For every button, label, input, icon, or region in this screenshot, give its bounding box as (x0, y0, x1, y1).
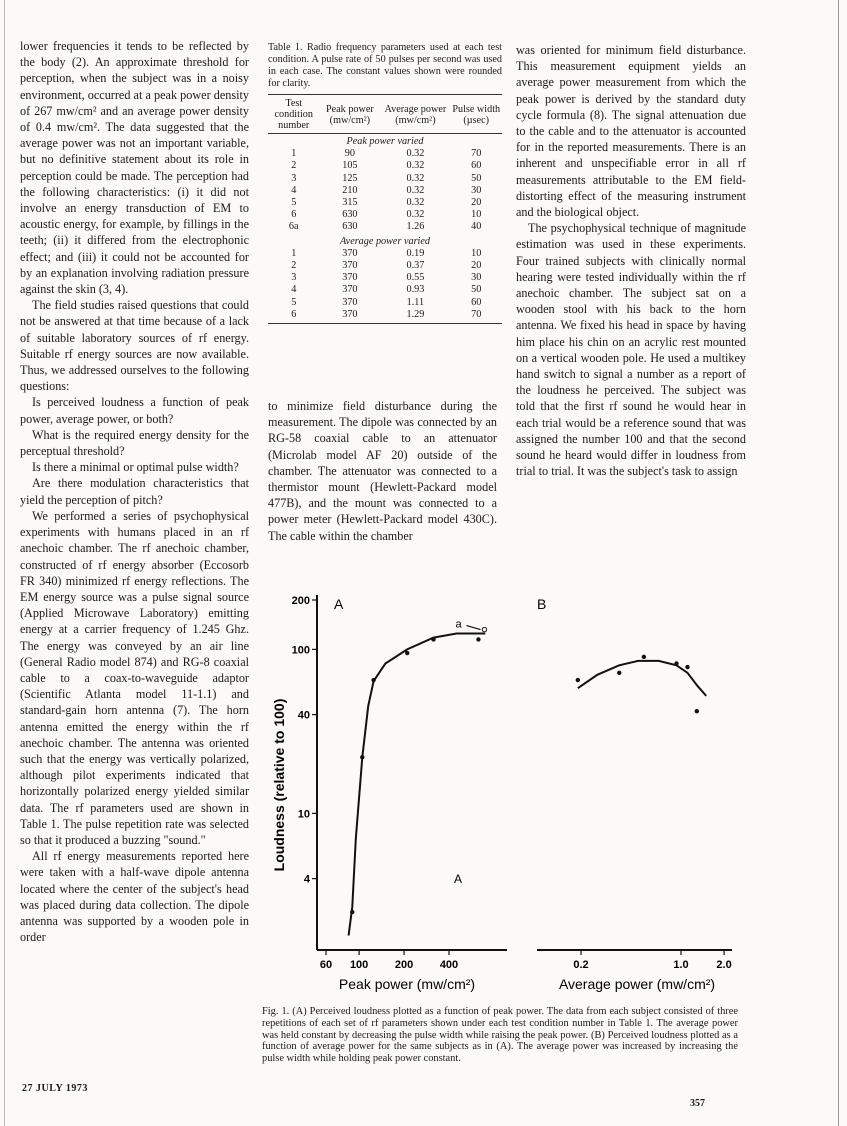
paragraph: to minimize field disturbance during the measurement. The dipole was connected by an RG-58 coaxial cable to an attenuator (Microlab model AF 20) outside of the chamber. The attenuator was connected to a thermistor mount (Hewlett-Packard model 477B), and the mount was connected to a power meter (Hewlett-Packard model 430C). The cable within the chamber (268, 399, 497, 543)
point-a-label: a (455, 618, 462, 631)
paragraph: lower frequencies it tends to be reflected by the body (2). An approximate threshold for perception, when the subject was in a noisy environment, occurred at a peak power density of 267 mw/cm² and an average power density of 0.4 mw/cm². The data suggested that the average power was not an important variable, but no definitive statement about its role in perception could be made. The perception had the following characteristics: (i) it did not involve an energy transduction of EM to acoustic energy, for example, by fillings in the teeth; (ii) it differed from the electrophonic effect; and (iii) it could not be accounted for by an explanation involving radiation pressure against the skin (3, 4). (20, 39, 249, 297)
paragraph: The field studies raised questions that could not be answered at that time because of a lack of suitable laboratory sources of rf energy. Suitable rf energy sources are now available. Thus, we addressed ourselves to the following questions: (20, 298, 249, 394)
table-header-cell: Peak power (mw/cm²) (319, 95, 380, 134)
table-cell: 6a (288, 221, 299, 233)
table-cell: 315 (342, 197, 358, 209)
table-cell: 5 (291, 197, 297, 209)
table-row (268, 272, 502, 284)
figure-caption: Fig. 1. (A) Perceived loudness plotted as a function of peak power. The data from each subject consisted of three repetitions of each set of rf parameters shown under each test condition number in Table 1. The average power was held constant by decreasing the pulse width while raising the peak power. (B) Perceived loudness plotted as a function of average power for the same subjects as in (A). The average power was increased by increasing the pulse width while holding peak power constant. (262, 1006, 738, 1065)
table-row (268, 173, 502, 185)
figure-panel-a (292, 595, 507, 992)
table-cell: 1.29 (380, 309, 450, 324)
table-body (268, 134, 502, 324)
y-tick-label: 100 (291, 644, 310, 657)
footer-date: 27 JULY 1973 (22, 1083, 88, 1094)
table-row (268, 309, 502, 324)
table-cell: 60 (471, 160, 482, 172)
data-point-a (405, 651, 409, 655)
data-point-b (576, 678, 580, 682)
paragraph: What is the required energy density for the perceptual threshold? (20, 427, 249, 459)
paragraph: All rf energy measurements reported here were taken with a half-wave dipole antenna located where the center of the subject's head was placed during data collection. The dipole antenna was supported by a wooden pole in order (20, 849, 249, 945)
table-cell: 4 (291, 284, 297, 296)
data-point-a (360, 755, 364, 759)
table-cell: 20 (471, 260, 482, 272)
table-header-row (268, 95, 502, 134)
table-cell: 6 (268, 309, 319, 324)
text-column-2 (268, 398, 497, 544)
table-cell: 3 (291, 272, 297, 284)
table-header-cell: Test condition number (268, 95, 319, 134)
paragraph: was oriented for minimum field disturbance. This measurement equipment yields an average power measurement from which the peak power is derived by the standard duty cycle formula (8). The signal attenuation due to the cable and to the attenuator is accounted for in the reported measurements. There is an inherent and unspecifiable error in all rf measurements attributable to the EM field-distorting effect of the measuring instrument and the biological object. (516, 43, 746, 220)
table-row (268, 284, 502, 296)
table-cell: 50 (471, 284, 482, 296)
table-cell: 630 (342, 221, 358, 233)
data-point-b (695, 709, 699, 713)
panel-label-b: B (537, 596, 547, 612)
table-cell: 1.26 (406, 221, 425, 233)
parameter-table (268, 94, 502, 324)
text-column-3 (516, 42, 746, 479)
page-number: 357 (690, 1098, 705, 1109)
page-border-right (838, 0, 839, 1126)
table-cell: 0.32 (406, 209, 425, 221)
table-cell: 4 (291, 184, 297, 196)
table-cell: 70 (471, 148, 482, 160)
table-cell: 3 (291, 172, 297, 184)
x-tick-label-b: 2.0 (716, 959, 732, 971)
table-row (268, 248, 502, 260)
data-point-b (617, 671, 621, 675)
data-point-b (685, 665, 689, 669)
table-group-row (268, 134, 502, 149)
table-cell: 0.32 (406, 148, 425, 160)
table-cell: 2 (291, 160, 297, 172)
text-column-1 (20, 38, 249, 945)
table-group-label: Peak power varied (346, 136, 424, 147)
table-row (268, 209, 502, 221)
table-group-label: Average power varied (340, 235, 430, 247)
table-cell: 370 (342, 260, 358, 272)
table-cell: 90 (344, 148, 355, 160)
panel-label-a: A (334, 596, 344, 612)
table-cell: 60 (471, 296, 482, 308)
paragraph: Is there a minimal or optimal pulse width? (32, 460, 239, 475)
table-row (268, 185, 502, 197)
data-point-a (431, 637, 435, 641)
x-tick-label-a: 60 (319, 959, 333, 971)
table-cell: 370 (342, 284, 358, 296)
paragraph: Is perceived loudness a function of peak power, average power, or both? (20, 395, 249, 426)
table-row (268, 260, 502, 272)
table-cell: 5 (291, 296, 297, 308)
paragraph: We performed a series of psychophysical experiments with humans placed in an rf anechoic chamber. The rf anechoic chamber, constructed of rf energy absorber (Eccosorb FR 340) minimized rf energy reflections. The EM energy source was a pulse signal source (Applied Microwave Laboratory) emitting energy at a carrier frequency of 1.245 Ghz. The energy was conveyed by an air line (General Radio model 874) and RG-8 coaxial cable to a coax-to-waveguide adaptor (Scientific Atlanta model 11-1.1) and standard-gain horn antenna (7). The horn antenna emitted the energy within the rf anechoic chamber. The antenna was oriented such that the energy was vertically polarized, although pilot experiments indicated that horizontally polarized energy yielded similar data. The rf parameters used are shown in Table 1. The pulse repetition rate was selected so that it produced a buzzing "sound." (20, 508, 249, 847)
table-row (268, 197, 502, 209)
table-header-cell: Average power (mw/cm²) (380, 95, 450, 134)
table-group-row (268, 234, 502, 248)
table-cell: 20 (471, 197, 482, 209)
table-row (268, 160, 502, 172)
table-cell: 70 (450, 309, 502, 324)
table-cell: 1 (291, 247, 297, 259)
table-cell: 30 (471, 272, 482, 284)
table-cell: 0.19 (406, 247, 425, 259)
x-axis-label-b: Average power (mw/cm²) (558, 976, 716, 992)
table-cell: 1 (291, 148, 297, 160)
data-point-a (371, 678, 375, 682)
table-cell: 50 (471, 172, 482, 184)
data-point-a-open (482, 627, 486, 631)
table-cell: 0.32 (406, 184, 425, 196)
point-a-pointer (466, 626, 480, 630)
data-point-a (350, 910, 354, 914)
table-cell: 10 (471, 247, 482, 259)
table-cell: 370 (342, 247, 358, 259)
table-caption: Table 1. Radio frequency parameters used at each test condition. A pulse rate of 50 pulses per second was used in each case. The constant values shown were rounded for clarity. (268, 42, 502, 89)
x-tick-label-a: 100 (349, 959, 369, 971)
table-cell: 0.93 (406, 284, 425, 296)
table-1 (268, 42, 502, 324)
table-cell: 10 (471, 209, 482, 221)
y-tick-label: 40 (297, 709, 310, 722)
table-cell: 370 (319, 309, 380, 324)
paragraph: The psychophysical technique of magnitude estimation was used in these experiments. Four trained subjects with clinically normal hearing were tested individually within the rf anechoic chamber. The subject sat on a wooden stool with his back to the horn antenna. We fixed his head in space by having him place his chin on an acrylic rest mounted on a vertical wooden pole. He used a multikey hand switch to signal a number as a report of the loudness he perceived. The subject was told that the first rf sound he would hear in each trial would be a reference sound that was assigned the number 100 and that the second sound he heard would differ in loudness from trial to trial. It was the subject's task to assign (516, 221, 746, 479)
y-tick-label: 200 (291, 595, 310, 607)
table-cell: 370 (342, 272, 358, 284)
paragraph: Are there modulation characteristics that yield the perception of pitch? (20, 476, 249, 507)
table-header-cell: Pulse width (µsec) (450, 95, 502, 134)
y-axis-label: Loudness (relative to 100) (271, 698, 287, 872)
y-tick-label: 4 (303, 873, 310, 886)
figure-panel-b (537, 596, 732, 992)
table-cell: 2 (291, 260, 297, 272)
y-tick-label: 10 (297, 808, 310, 821)
table-cell: 30 (471, 184, 482, 196)
table-cell: 0.37 (406, 260, 425, 272)
table-cell: 125 (342, 172, 358, 184)
x-tick-label-b: 1.0 (673, 959, 689, 971)
table-row (268, 148, 502, 160)
table-cell: 370 (342, 296, 358, 308)
data-point-b (674, 661, 678, 665)
inner-label-a: A (454, 872, 463, 886)
table-row (268, 297, 502, 309)
x-axis-label-a: Peak power (mw/cm²) (338, 976, 476, 992)
x-tick-label-a: 200 (394, 959, 414, 971)
table-cell: 40 (471, 221, 482, 233)
page-border-left (4, 0, 5, 1126)
table-cell: 1.11 (406, 296, 425, 308)
data-point-b (642, 655, 646, 659)
table-cell: 0.32 (406, 197, 425, 209)
table-cell: 630 (342, 209, 358, 221)
table-cell: 210 (342, 184, 358, 196)
table-cell: 105 (342, 160, 358, 172)
table-cell: 0.32 (406, 160, 425, 172)
data-point-a (476, 637, 480, 641)
x-tick-label-b: 0.2 (573, 959, 589, 971)
fit-curve-a (349, 634, 486, 936)
table-cell: 0.32 (406, 172, 425, 184)
table-row (268, 221, 502, 233)
table-cell: 0.55 (406, 272, 425, 284)
x-tick-label-a: 400 (439, 959, 459, 971)
table-cell: 6 (291, 209, 297, 221)
figure-1 (262, 585, 742, 995)
